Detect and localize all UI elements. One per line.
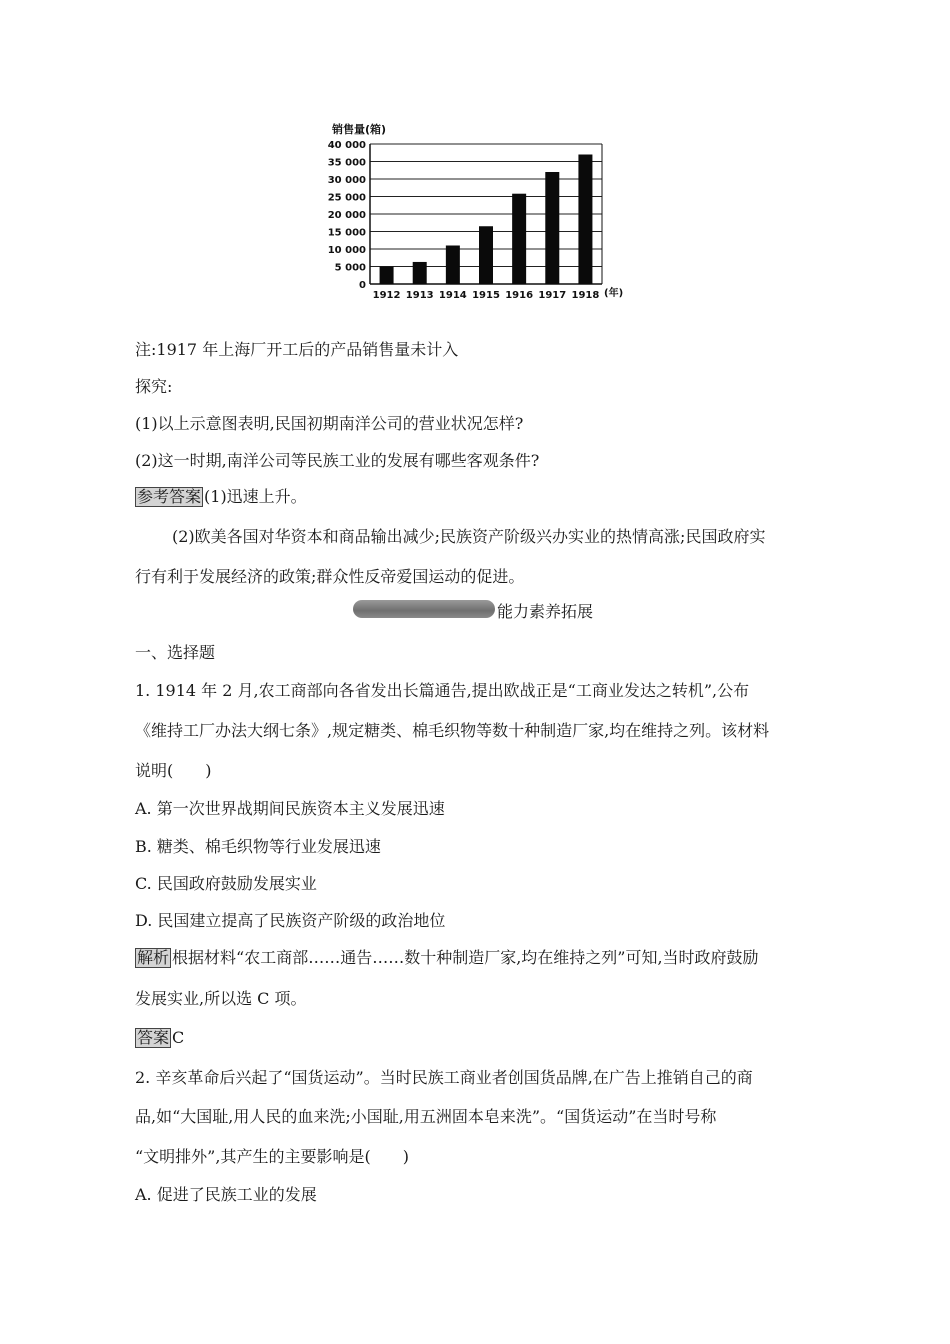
y-tick-label: 10 000 (327, 245, 366, 256)
bar (380, 267, 394, 285)
y-axis-label: 销售量(箱) (332, 123, 387, 136)
q1-answer-value: C (172, 1028, 185, 1047)
q1-option-c: C. 民国政府鼓励发展实业 (135, 874, 317, 893)
section-banner-bar (353, 600, 495, 618)
q1-answer-tag: 答案 (137, 1028, 170, 1047)
bar (413, 262, 427, 284)
bar (512, 194, 526, 284)
q1-option-a: A. 第一次世界战期间民族资本主义发展迅速 (135, 799, 445, 818)
q1-answer (135, 1027, 184, 1049)
q1-option-b: B. 糖类、棉毛织物等行业发展迅速 (135, 837, 381, 856)
q1-stem-line-1: 1. 1914 年 2 月,农工商部向各省发出长篇通告,提出欧战正是“工商业发达之转机”,公布 (135, 681, 750, 700)
x-tick-label: 1912 (372, 290, 401, 301)
q1-analysis-text: 根据材料“农工商部……通告……数十种制造厂家,均在维持之列”可知,当时政府鼓励 (172, 948, 759, 967)
reference-answer-1-text: (1)迅速上升。 (204, 487, 307, 506)
q1-stem-line-2: 《维持工厂办法大纲七条》,规定糖类、棉毛织物等数十种制造厂家,均在维持之列。该材料 (135, 721, 770, 740)
explore-question-1: (1)以上示意图表明,民国初期南洋公司的营业状况怎样? (135, 414, 524, 433)
y-tick-label: 35 000 (327, 157, 366, 169)
q1-stem-line-3: 说明( ) (135, 761, 212, 780)
q1-option-d: D. 民国建立提高了民族资产阶级的政治地位 (135, 911, 446, 930)
y-tick-label: 5 000 (334, 262, 366, 274)
q1-analysis-tag: 解析 (137, 948, 170, 967)
y-tick-label: 30 000 (327, 175, 366, 186)
q2-stem-line-3: “文明排外”,其产生的主要影响是( ) (135, 1147, 409, 1166)
y-tick-label: 25 000 (327, 192, 366, 204)
x-tick-label: 1917 (538, 290, 567, 301)
q1-analysis-line-2: 发展实业,所以选 C 项。 (135, 989, 307, 1008)
x-tick-label: 1915 (472, 290, 500, 301)
x-tick-label: 1914 (438, 290, 467, 301)
section-title: 一、选择题 (135, 643, 216, 662)
reference-answer-1 (135, 486, 307, 508)
y-tick-label: 40 000 (327, 140, 366, 151)
reference-answer-tag: 参考答案 (137, 487, 202, 506)
explore-question-2: (2)这一时期,南洋公司等民族工业的发展有哪些客观条件? (135, 451, 540, 470)
reference-answer-2-line-1: (2)欧美各国对华资本和商品输出减少;民族资产阶级兴办实业的热情高涨;民国政府实 (172, 527, 766, 546)
y-tick-label: 15 000 (327, 227, 366, 239)
y-tick-label: 20 000 (327, 210, 366, 221)
q1-analysis-line-1 (135, 947, 759, 969)
y-tick-label: 0 (359, 280, 366, 291)
x-tick-label: 1913 (405, 290, 434, 301)
sales-bar-chart (320, 118, 640, 308)
x-tick-label: 1918 (571, 290, 600, 301)
x-axis-label: (年) (604, 288, 624, 299)
bar (446, 246, 460, 285)
x-tick-label: 1916 (505, 290, 534, 301)
section-banner-title: 能力素养拓展 (497, 602, 594, 621)
q2-stem-line-2: 品,如“大国耻,用人民的血来洗;小国耻,用五洲固本皂来洗”。“国货运动”在当时号称 (135, 1107, 717, 1126)
reference-answer-2-line-2: 行有利于发展经济的政策;群众性反帝爱国运动的促进。 (135, 567, 525, 586)
q2-option-a: A. 促进了民族工业的发展 (135, 1185, 317, 1204)
bar (545, 172, 559, 284)
bar (578, 155, 592, 285)
q2-stem-line-1: 2. 辛亥革命后兴起了“国货运动”。当时民族工商业者创国货品牌,在广告上推销自己的商 (135, 1068, 753, 1087)
bar (479, 226, 493, 284)
chart-note: 注:1917 年上海厂开工后的产品销售量未计入 (135, 340, 459, 359)
explore-label: 探究: (135, 377, 173, 396)
